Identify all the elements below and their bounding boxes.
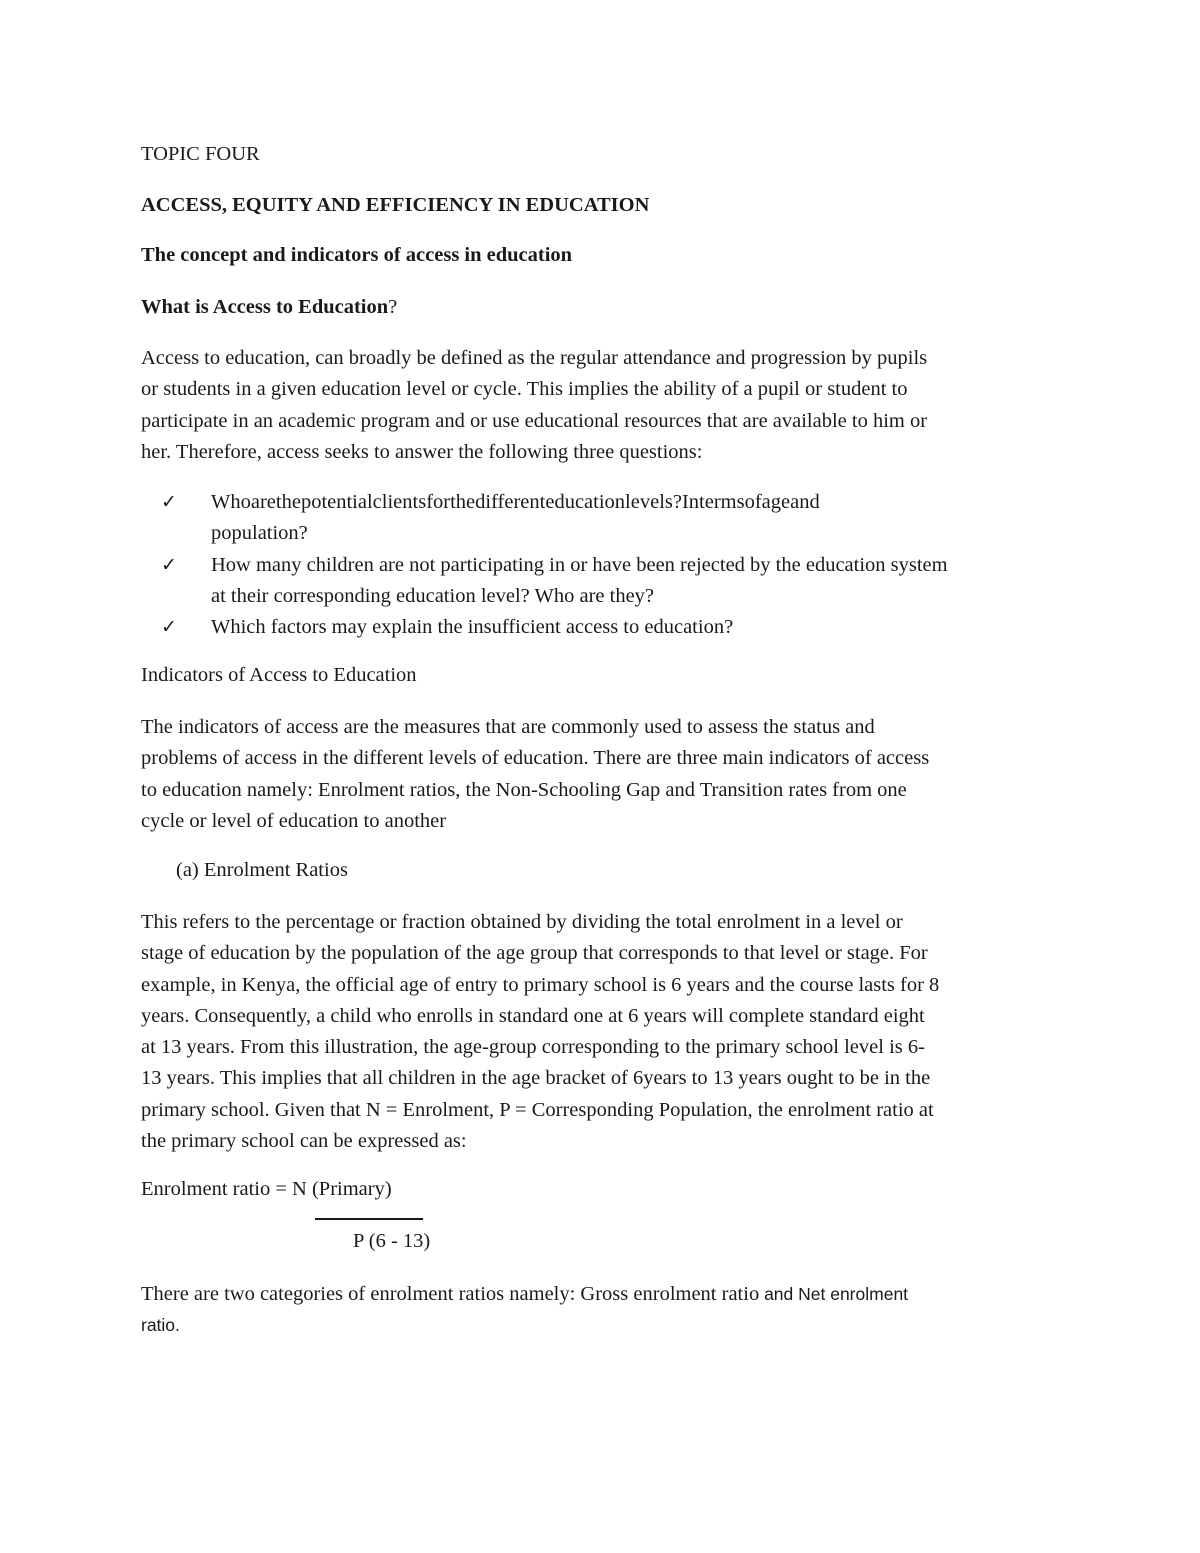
indicators-line: The indicators of access are the measures that are commonly used to assess the status and — [141, 716, 875, 738]
list-item — [141, 612, 1066, 643]
question-1-word: Who — [211, 491, 251, 513]
checkmark-icon: ✓ — [161, 616, 177, 639]
question-1-word: potential — [300, 491, 373, 513]
question-1-word: age — [761, 491, 791, 513]
question-1-first-line — [211, 487, 1059, 518]
closing-line-2: ratio. — [141, 1315, 180, 1336]
intro-line: or students in a given education level or cycle. This implies the ability of a pupil or student to — [141, 378, 908, 401]
question-heading-text: What is Access to Education — [141, 296, 389, 318]
question-2-continuation: at their corresponding education level? Who are they? — [211, 584, 655, 607]
indicators-paragraph — [141, 712, 1066, 837]
question-1-word: the — [450, 491, 476, 513]
enrolment-line: 13 years. This implies that all children in the age bracket of 6years to 13 years ought to be in the — [141, 1067, 931, 1090]
checkmark-icon: ✓ — [161, 553, 177, 576]
indicators-line: to education namely: Enrolment ratios, the Non-Schooling Gap and Transition rates from one — [141, 778, 907, 801]
question-2-first-line: How many children are not participating in or have been rejected by the education system — [211, 553, 948, 576]
question-3-text: Which factors may explain the insufficient access to education? — [211, 616, 734, 639]
enrolment-line: primary school. Given that N = Enrolment, P = Corresponding Population, the enrolment ratio at — [141, 1098, 934, 1121]
closing-sans-text: and Net enrolment — [759, 1284, 909, 1304]
subsection-heading: (a) Enrolment Ratios — [176, 859, 348, 881]
indicators-line: problems of access in the different levels of education. There are three main indicators of access — [141, 747, 930, 770]
enrolment-paragraph — [141, 907, 1066, 1157]
indicators-heading: Indicators of Access to Education — [141, 664, 417, 686]
enrolment-line: This refers to the percentage or fraction obtained by dividing the total enrolment in a level or — [141, 911, 903, 933]
enrolment-line: at 13 years. From this illustration, the age-group corresponding to the primary school level is 6- — [141, 1036, 925, 1059]
list-item — [141, 487, 1066, 550]
question-heading — [141, 296, 397, 319]
question-1-continuation: population? — [211, 522, 308, 545]
question-1-word: levels? — [625, 491, 682, 513]
enrolment-line: years. Consequently, a child who enrolls in standard one at 6 years will complete standard eight — [141, 1004, 925, 1027]
question-1-word: In — [681, 491, 700, 513]
question-1-word: and — [790, 491, 820, 513]
closing-serif-text: There are two categories of enrolment ratios namely: Gross enrolment ratio — [141, 1283, 760, 1305]
question-1-word: for — [426, 491, 451, 513]
question-1-word: education — [545, 491, 626, 513]
question-1-word: terms — [699, 491, 745, 513]
formula-fraction-bar — [315, 1218, 423, 1220]
question-1-word: clients — [372, 491, 427, 513]
closing-paragraph — [141, 1279, 1066, 1342]
question-1-word: different — [475, 491, 546, 513]
question-1-word: the — [275, 491, 301, 513]
closing-line — [141, 1279, 1066, 1310]
question-list — [141, 487, 1066, 643]
intro-line: participate in an academic program and or use educational resources that are available to him or — [141, 409, 928, 432]
indicators-line: cycle or level of education to another — [141, 809, 447, 832]
checkmark-icon: ✓ — [161, 491, 177, 513]
list-item — [141, 550, 1066, 613]
question-heading-mark: ? — [388, 296, 398, 318]
formula-denominator: P (6 - 13) — [353, 1230, 431, 1252]
enrolment-line: stage of education by the population of the age group that corresponds to that level or stage. For — [141, 942, 928, 965]
enrolment-line: example, in Kenya, the official age of entry to primary school is 6 years and the course lasts for 8 — [141, 973, 940, 996]
enrolment-line: the primary school can be expressed as: — [141, 1130, 467, 1153]
topic-label: TOPIC FOUR — [141, 143, 260, 165]
question-1-word: of — [744, 491, 762, 513]
intro-line: Access to education, can broadly be defined as the regular attendance and progression by pupils — [141, 347, 928, 369]
section-subtitle: The concept and indicators of access in education — [141, 244, 573, 266]
formula-numerator: Enrolment ratio = N (Primary) — [141, 1178, 392, 1200]
question-1-word: are — [250, 491, 276, 513]
intro-line: her. Therefore, access seeks to answer the following three questions: — [141, 440, 703, 463]
document-title: ACCESS, EQUITY AND EFFICIENCY IN EDUCATION — [141, 194, 650, 216]
intro-paragraph — [141, 343, 1066, 468]
